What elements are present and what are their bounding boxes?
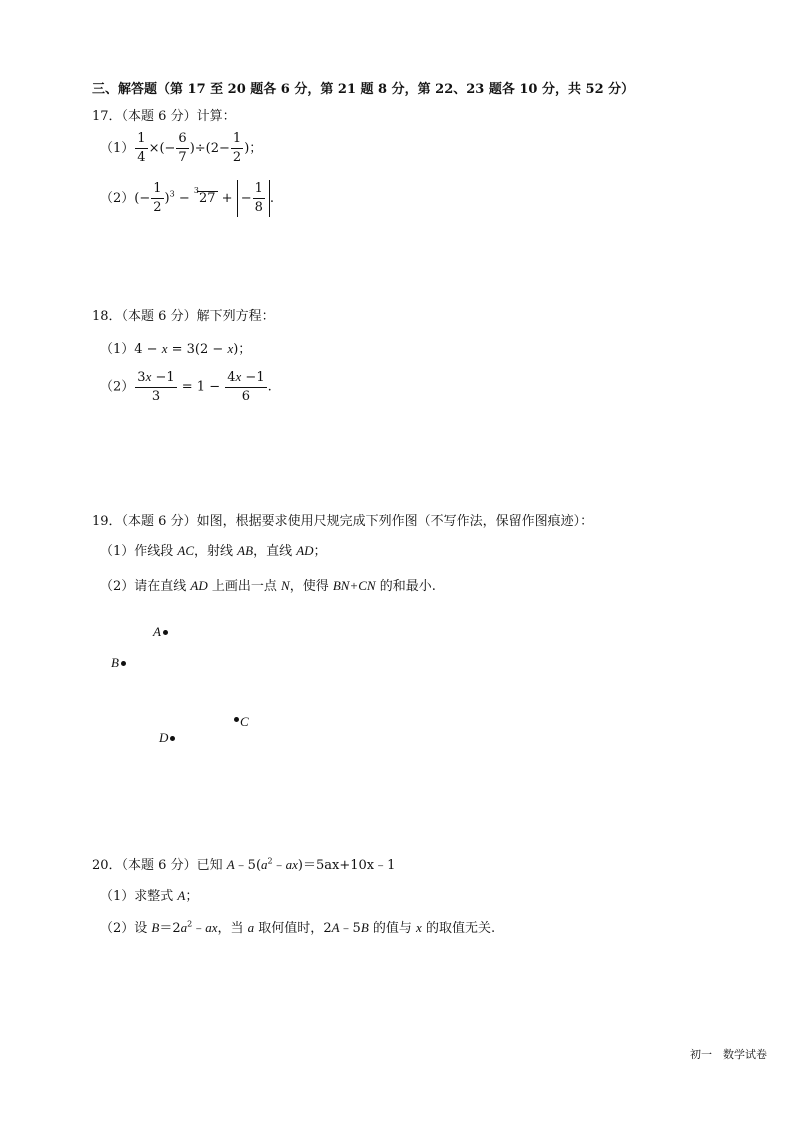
point-b-label: B bbox=[111, 655, 119, 670]
absolute-value: − $\frac{1}{8}$ bbox=[237, 180, 270, 217]
q18-part1: （1）4 − x = 3(2 − x)； bbox=[100, 341, 252, 357]
fraction: $\frac{3x -1}{3}$ bbox=[137, 369, 175, 404]
page-footer: 初一 数学试卷 bbox=[690, 1048, 767, 1061]
point-c-label: C bbox=[240, 714, 249, 729]
point-b bbox=[111, 655, 126, 671]
q18-part1-label: （1） bbox=[100, 342, 135, 357]
q18-part2: （2） $\frac{3x -1}{3}$ = 1 − $\frac{4x -1}{6}$ . bbox=[100, 369, 272, 404]
point-n: N bbox=[281, 578, 290, 593]
ray-ab: AB bbox=[237, 543, 254, 558]
point-b-dot bbox=[121, 661, 126, 666]
q17-part2-label: （2） bbox=[100, 191, 135, 206]
line-ad: AD bbox=[190, 578, 208, 593]
q19-part1: （1）作线段 AC，射线 AB，直线 AD； bbox=[100, 543, 327, 559]
q17-part1: （1） $\frac{1}{4}$ ×(− $\frac{6}{7}$ )÷(2− $\frac{1}{2}$ )； bbox=[100, 131, 263, 165]
fraction: $\frac{1}{2}$ bbox=[153, 181, 162, 215]
point-a-dot bbox=[163, 630, 168, 635]
q17-part1-end: ； bbox=[249, 141, 263, 156]
q17-part2: （2）(− $\frac{1}{2}$ )$^3$ − $^3$27 + − $\frac{1}{8}$ . bbox=[100, 181, 275, 215]
q20-part1: （1）求整式 A； bbox=[100, 888, 199, 904]
fraction: $\frac{6}{7}$ bbox=[178, 131, 187, 165]
point-d-dot bbox=[170, 736, 175, 741]
q18-part2-label: （2） bbox=[100, 379, 135, 395]
q17-header: 17．（本题 6 分）计算： bbox=[92, 109, 236, 124]
q19-header: 19．（本题 6 分）如图，根据要求使用尺规完成下列作图（不写作法，保留作图痕迹）： bbox=[92, 514, 594, 529]
point-a-label: A bbox=[153, 624, 161, 639]
q20-part2: （2）设 $B=2a^2﹣ax$，当 a 取何值时，2A﹣5B 的值与 x 的取值无关. bbox=[100, 919, 496, 936]
q18-header: 18．（本题 6 分）解下列方程： bbox=[92, 309, 275, 324]
fraction: $\frac{1}{4}$ bbox=[137, 131, 146, 165]
cube-root: 27 bbox=[198, 191, 216, 206]
q18-part1-end: ； bbox=[238, 342, 252, 357]
fraction: $\frac{4x -1}{6}$ bbox=[227, 369, 265, 404]
point-c-dot bbox=[234, 717, 239, 722]
segment-ac: AC bbox=[177, 543, 195, 558]
point-d bbox=[159, 730, 175, 746]
line-ad: AD bbox=[296, 543, 314, 558]
fraction: $\frac{1}{2}$ bbox=[232, 131, 242, 165]
q17-part1-label: （1） bbox=[100, 141, 135, 156]
sum-expression: BN+CN bbox=[332, 578, 376, 593]
section-title: 三、解答题（第 17 至 20 题各 6 分，第 21 题 8 分，第 22、23 题各 10 分，共 52 分） bbox=[92, 82, 635, 97]
q19-part2: （2）请在直线 AD 上画出一点 N，使得 BN+CN 的和最小. bbox=[100, 578, 436, 594]
q17-part2-end: . bbox=[269, 191, 275, 206]
q20-header: 20．（本题 6 分）已知 $A﹣5(a^2﹣ax)=5ax+10x﹣1$ bbox=[92, 856, 396, 873]
q18-part2-end: . bbox=[267, 379, 272, 395]
point-a bbox=[153, 624, 168, 640]
point-d-label: D bbox=[159, 730, 169, 745]
point-c bbox=[234, 714, 249, 730]
